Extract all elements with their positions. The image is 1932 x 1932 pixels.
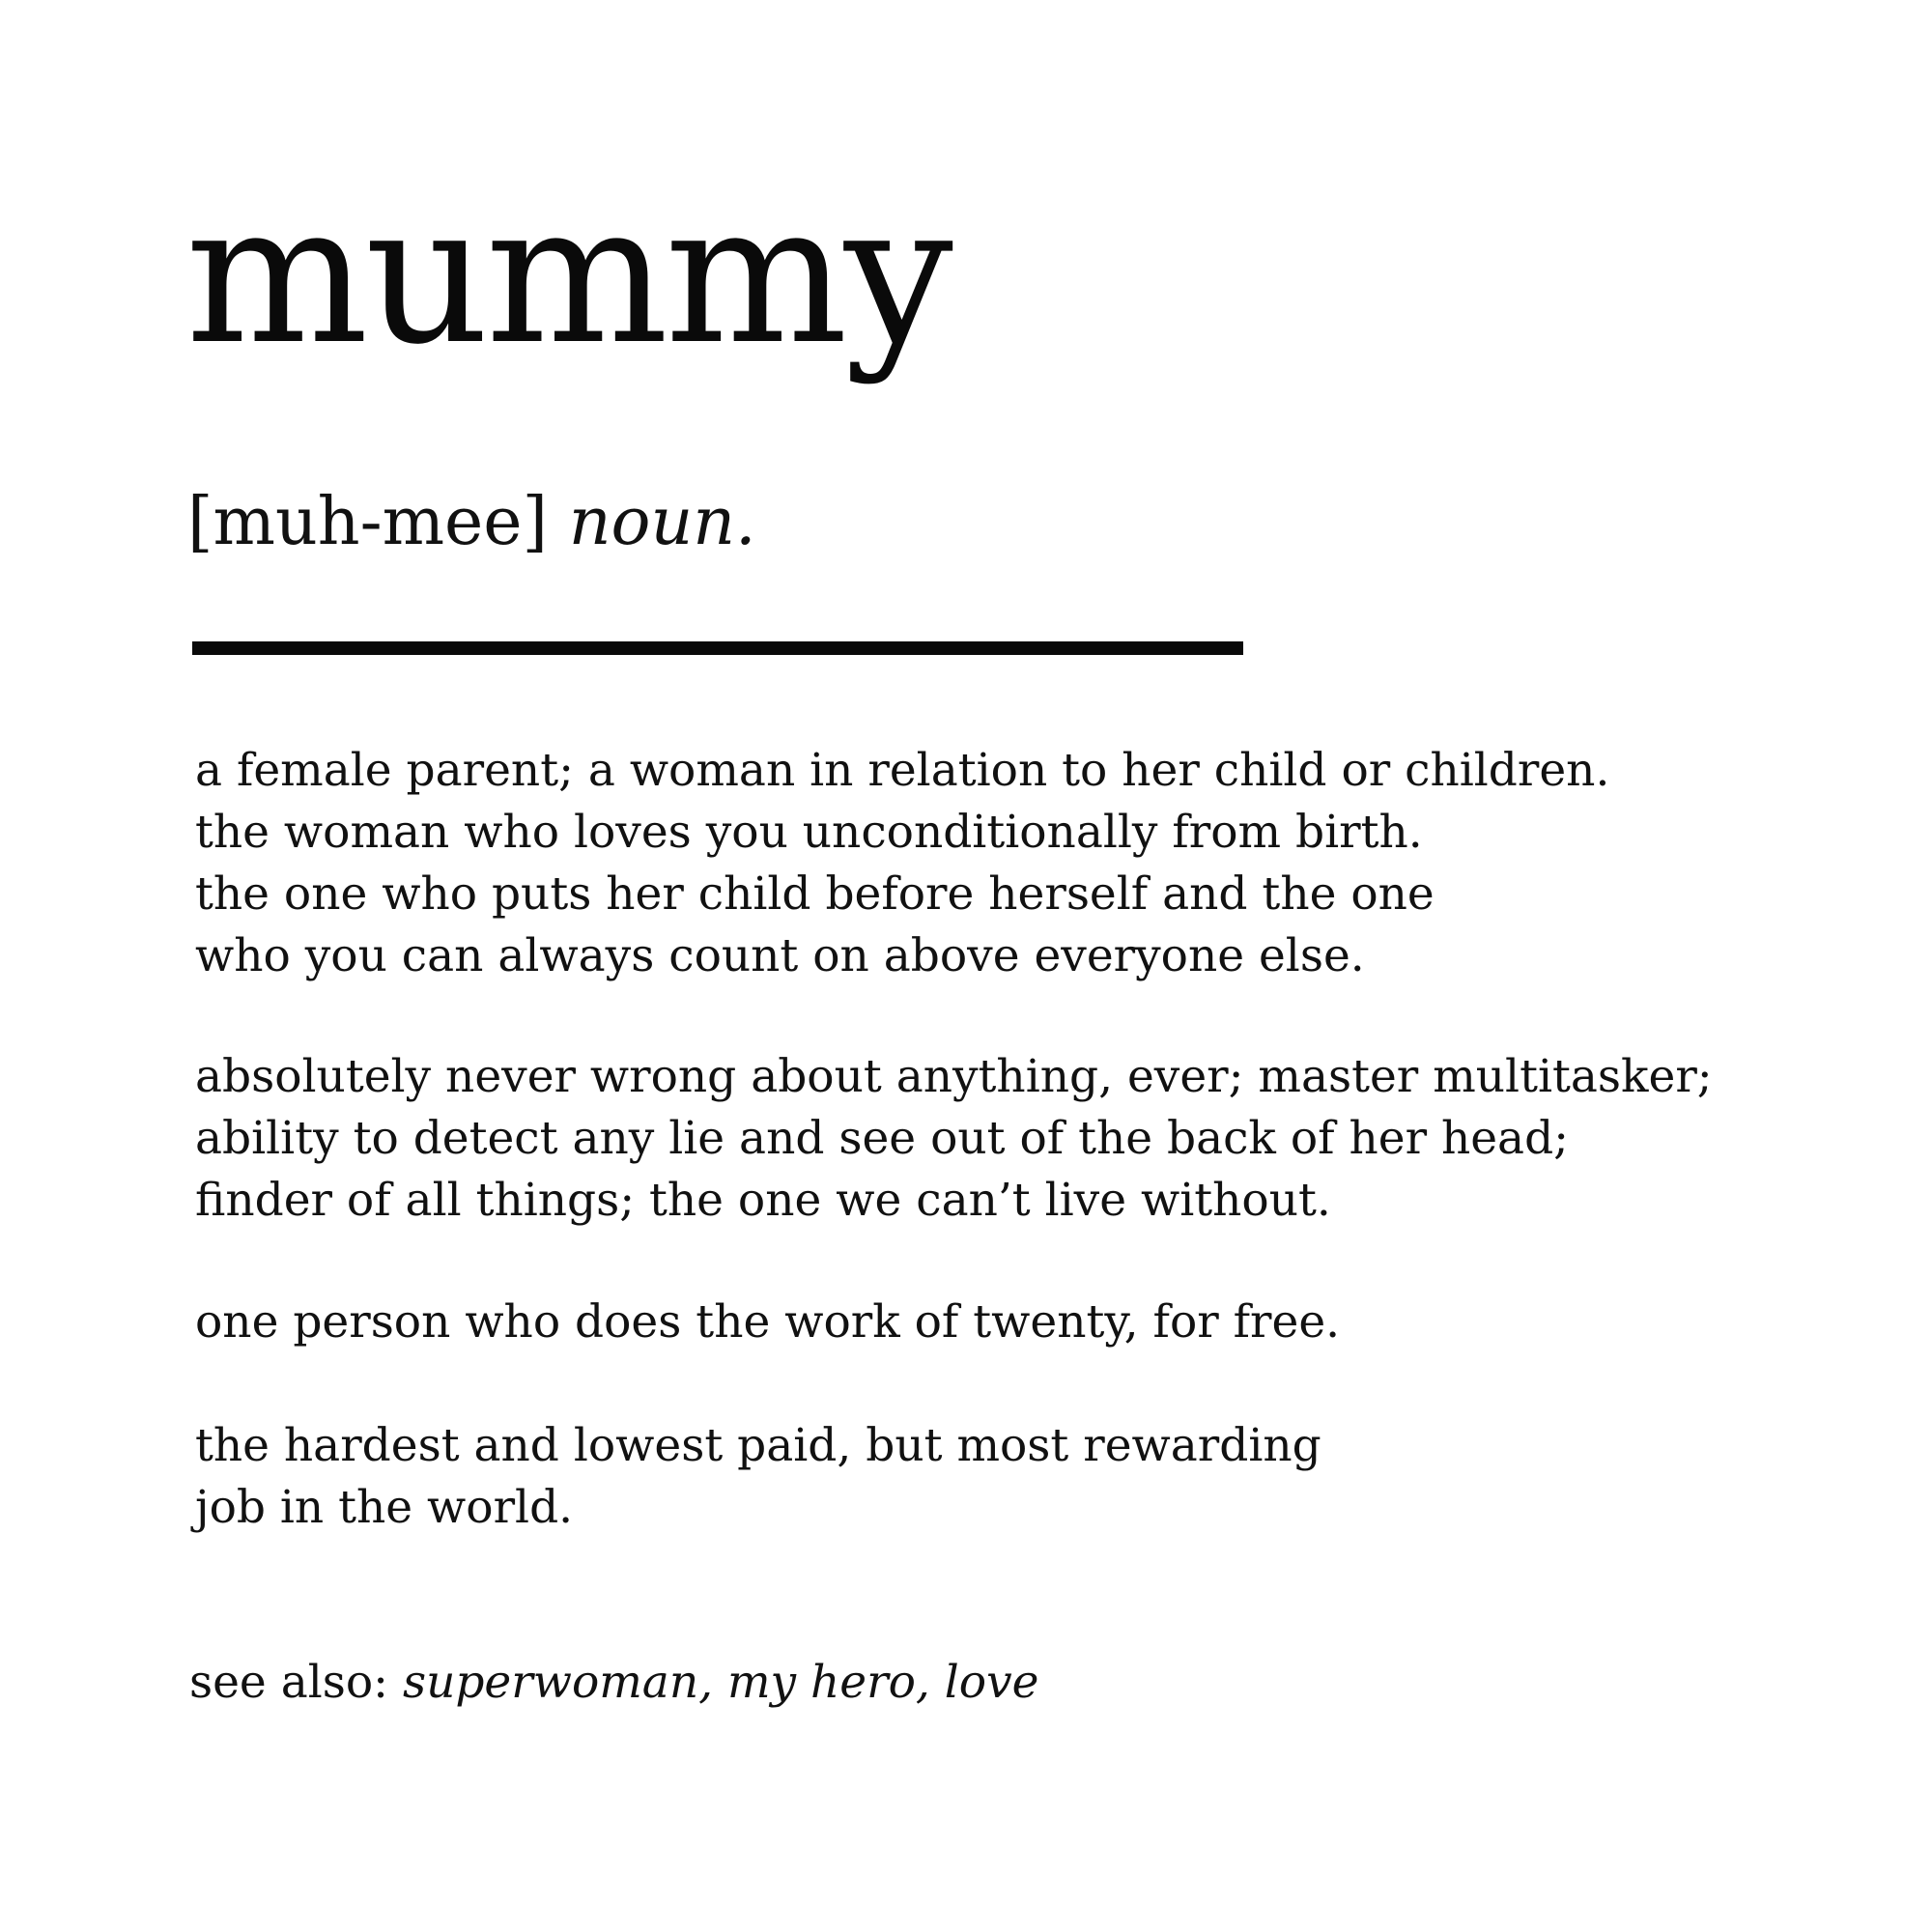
headword: mummy (185, 162, 950, 387)
definition-line: finder of all things; the one we can’t live without. (195, 1174, 1331, 1227)
definition-line: a female parent; a woman in relation to her child or children. (195, 744, 1610, 797)
part-of-speech: noun. (568, 484, 756, 560)
definition-line: the one who puts her child before herself and the one (195, 867, 1435, 921)
definition-line: who you can always count on above everyone else. (195, 929, 1365, 982)
pronunciation-line (187, 483, 756, 562)
see-also-terms: superwoman, my hero, love (402, 1656, 1039, 1709)
definition-line: ability to detect any lie and see out of the back of her head; (195, 1112, 1570, 1165)
see-also-line (189, 1652, 1038, 1714)
definition-line: the woman who loves you unconditionally from birth. (195, 806, 1423, 859)
pronunciation: [muh-mee] (187, 484, 549, 560)
see-also-label: see also: (189, 1656, 388, 1709)
definition-paragraph-1 (195, 740, 1895, 987)
definition-line: job in the world. (195, 1481, 574, 1534)
definition-line: one person who does the work of twenty, for free. (195, 1295, 1341, 1349)
definition-paragraph-4 (195, 1415, 1895, 1539)
divider-rule (192, 641, 1243, 655)
definition-paragraph-3 (195, 1292, 1895, 1353)
definition-paragraph-2 (195, 1046, 1895, 1232)
definition-line: the hardest and lowest paid, but most rewarding (195, 1419, 1321, 1472)
definition-line: absolutely never wrong about anything, ever; master multitasker; (195, 1050, 1713, 1103)
